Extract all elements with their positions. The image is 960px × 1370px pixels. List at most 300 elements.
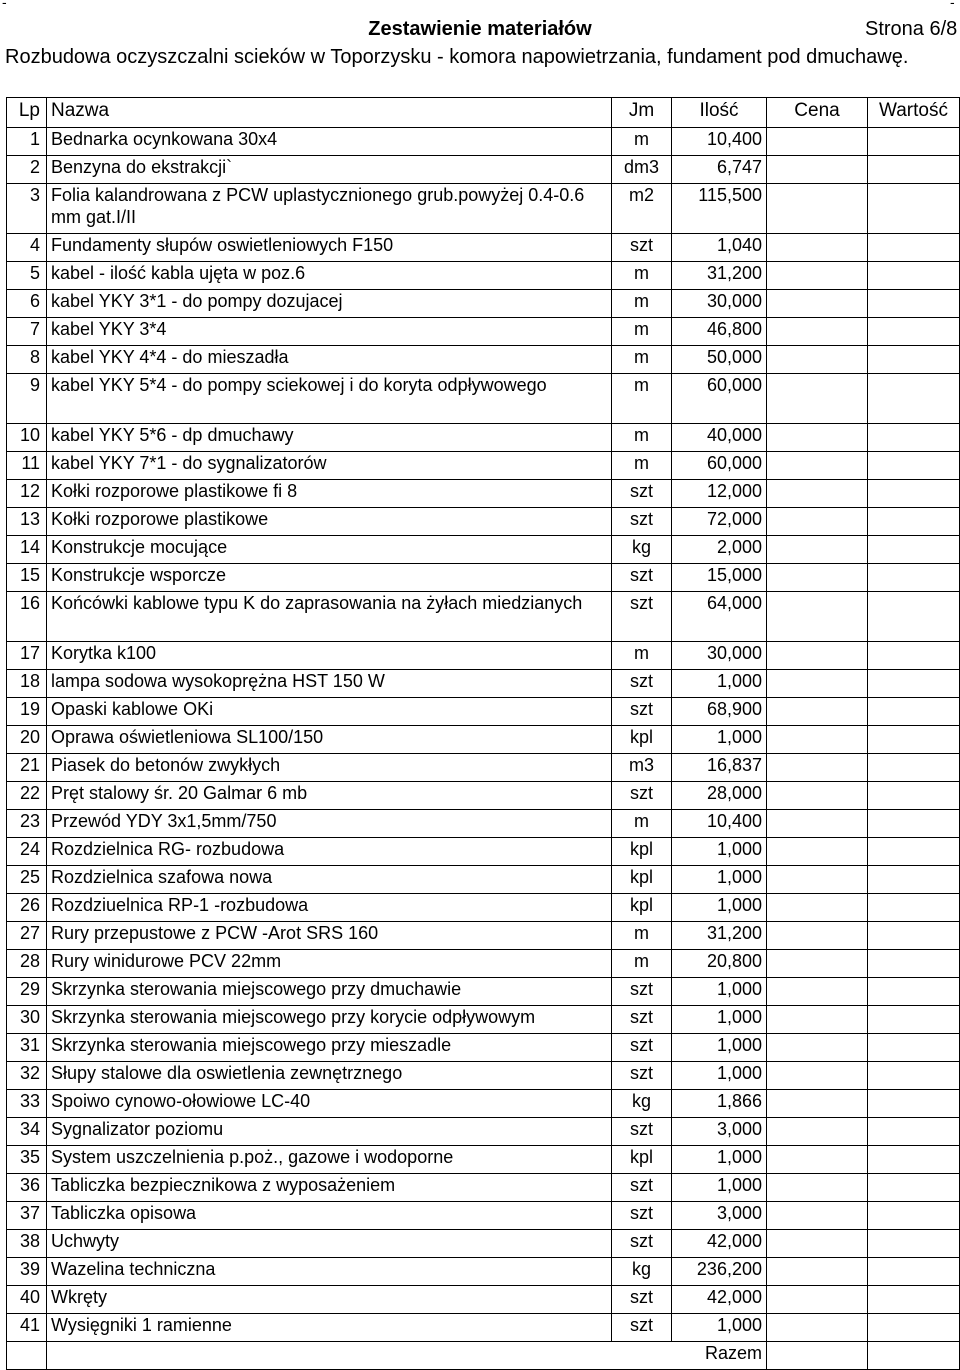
row-lp: 20 <box>7 726 47 754</box>
row-unit: szt <box>612 508 672 536</box>
row-lp: 27 <box>7 922 47 950</box>
row-name: Wazelina techniczna <box>47 1258 612 1286</box>
row-name: kabel - ilość kabla ujęta w poz.6 <box>47 262 612 290</box>
row-quantity: 12,000 <box>672 480 767 508</box>
table-row <box>7 536 960 564</box>
row-lp: 13 <box>7 508 47 536</box>
row-value <box>868 1286 960 1314</box>
row-name: Opaski kablowe OKi <box>47 698 612 726</box>
row-lp: 23 <box>7 810 47 838</box>
table-row <box>7 1118 960 1146</box>
row-price <box>767 1090 868 1118</box>
table-row <box>7 592 960 642</box>
row-value <box>868 1146 960 1174</box>
table-row <box>7 1286 960 1314</box>
row-value <box>868 894 960 922</box>
total-price-cell <box>767 1342 868 1370</box>
header-name: Nazwa <box>47 98 612 128</box>
row-quantity: 30,000 <box>672 642 767 670</box>
row-unit: m <box>612 810 672 838</box>
row-unit: kg <box>612 1090 672 1118</box>
row-unit: szt <box>612 1006 672 1034</box>
page-number: Strona 6/8 <box>865 18 958 40</box>
table-row <box>7 894 960 922</box>
row-name: Wkręty <box>47 1286 612 1314</box>
table-row <box>7 698 960 726</box>
row-quantity: 1,000 <box>672 726 767 754</box>
table-row <box>7 424 960 452</box>
row-unit: m <box>612 262 672 290</box>
row-quantity: 1,000 <box>672 1174 767 1202</box>
row-price <box>767 1202 868 1230</box>
row-unit: kpl <box>612 726 672 754</box>
row-quantity: 1,000 <box>672 1314 767 1342</box>
row-price <box>767 262 868 290</box>
row-unit: szt <box>612 1230 672 1258</box>
row-quantity: 1,000 <box>672 1146 767 1174</box>
table-row <box>7 810 960 838</box>
row-name: Bednarka ocynkowana 30x4 <box>47 128 612 156</box>
row-name: Oprawa oświetleniowa SL100/150 <box>47 726 612 754</box>
row-quantity: 31,200 <box>672 262 767 290</box>
row-quantity: 40,000 <box>672 424 767 452</box>
row-price <box>767 894 868 922</box>
table-row <box>7 346 960 374</box>
materials-table <box>6 97 960 1370</box>
row-price <box>767 1314 868 1342</box>
row-price <box>767 642 868 670</box>
row-name: Skrzynka sterowania miejscowego przy korycie odpływowym <box>47 1006 612 1034</box>
row-value <box>868 592 960 642</box>
row-lp: 30 <box>7 1006 47 1034</box>
row-lp: 6 <box>7 290 47 318</box>
row-lp: 7 <box>7 318 47 346</box>
row-name: Tabliczka opisowa <box>47 1202 612 1230</box>
row-lp: 4 <box>7 234 47 262</box>
row-price <box>767 564 868 592</box>
row-lp: 32 <box>7 1062 47 1090</box>
row-price <box>767 754 868 782</box>
row-name: Kołki rozporowe plastikowe <box>47 508 612 536</box>
row-quantity: 42,000 <box>672 1286 767 1314</box>
table-header-row <box>7 98 960 128</box>
row-lp: 25 <box>7 866 47 894</box>
row-value <box>868 156 960 184</box>
row-quantity: 60,000 <box>672 374 767 424</box>
row-quantity: 50,000 <box>672 346 767 374</box>
row-price <box>767 346 868 374</box>
row-value <box>868 508 960 536</box>
row-quantity: 1,000 <box>672 866 767 894</box>
row-name: Kołki rozporowe plastikowe fi 8 <box>47 480 612 508</box>
row-price <box>767 1258 868 1286</box>
row-value <box>868 782 960 810</box>
row-unit: szt <box>612 1314 672 1342</box>
row-price <box>767 290 868 318</box>
row-value <box>868 1090 960 1118</box>
row-value <box>868 564 960 592</box>
row-value <box>868 184 960 234</box>
table-row <box>7 318 960 346</box>
row-name: Piasek do betonów zwykłych <box>47 754 612 782</box>
row-lp: 16 <box>7 592 47 642</box>
row-lp: 12 <box>7 480 47 508</box>
row-quantity: 6,747 <box>672 156 767 184</box>
row-price <box>767 480 868 508</box>
row-value <box>868 754 960 782</box>
row-value <box>868 670 960 698</box>
row-quantity: 60,000 <box>672 452 767 480</box>
row-lp: 3 <box>7 184 47 234</box>
row-name: kabel YKY 7*1 - do sygnalizatorów <box>47 452 612 480</box>
table-row <box>7 866 960 894</box>
row-quantity: 1,000 <box>672 838 767 866</box>
row-value <box>868 950 960 978</box>
row-price <box>767 592 868 642</box>
row-unit: szt <box>612 480 672 508</box>
row-lp: 5 <box>7 262 47 290</box>
row-price <box>767 866 868 894</box>
row-name: Pręt stalowy śr. 20 Galmar 6 mb <box>47 782 612 810</box>
row-unit: m <box>612 922 672 950</box>
table-row <box>7 754 960 782</box>
row-unit: m <box>612 318 672 346</box>
row-value <box>868 346 960 374</box>
table-row <box>7 1202 960 1230</box>
table-row <box>7 156 960 184</box>
row-price <box>767 424 868 452</box>
row-name: Słupy stalowe dla oswietlenia zewnętrznego <box>47 1062 612 1090</box>
row-value <box>868 1258 960 1286</box>
row-value <box>868 1202 960 1230</box>
table-row <box>7 480 960 508</box>
table-row <box>7 262 960 290</box>
total-value-cell <box>868 1342 960 1370</box>
table-row <box>7 1034 960 1062</box>
row-price <box>767 726 868 754</box>
row-quantity: 68,900 <box>672 698 767 726</box>
row-value <box>868 480 960 508</box>
row-unit: dm3 <box>612 156 672 184</box>
row-unit: szt <box>612 234 672 262</box>
row-price <box>767 156 868 184</box>
row-quantity: 46,800 <box>672 318 767 346</box>
row-value <box>868 536 960 564</box>
row-quantity: 1,000 <box>672 894 767 922</box>
row-value <box>868 1314 960 1342</box>
row-lp: 18 <box>7 670 47 698</box>
row-lp: 39 <box>7 1258 47 1286</box>
row-name: Spoiwo cynowo-ołowiowe LC-40 <box>47 1090 612 1118</box>
row-name: Konstrukcje mocujące <box>47 536 612 564</box>
row-quantity: 3,000 <box>672 1202 767 1230</box>
row-quantity: 15,000 <box>672 564 767 592</box>
row-lp: 37 <box>7 1202 47 1230</box>
row-value <box>868 698 960 726</box>
row-price <box>767 978 868 1006</box>
table-row <box>7 838 960 866</box>
row-unit: szt <box>612 1174 672 1202</box>
corner-mark-left: - <box>2 0 7 10</box>
row-unit: kpl <box>612 866 672 894</box>
row-price <box>767 1062 868 1090</box>
row-quantity: 2,000 <box>672 536 767 564</box>
row-lp: 14 <box>7 536 47 564</box>
row-lp: 34 <box>7 1118 47 1146</box>
row-unit: szt <box>612 782 672 810</box>
row-lp: 19 <box>7 698 47 726</box>
row-lp: 10 <box>7 424 47 452</box>
row-price <box>767 782 868 810</box>
row-name: Sygnalizator poziomu <box>47 1118 612 1146</box>
row-name: Korytka k100 <box>47 642 612 670</box>
document-subtitle: Rozbudowa oczyszczalni scieków w Toporzysku - komora napowietrzania, fundament pod dmuchawę. <box>5 46 909 68</box>
row-quantity: 1,000 <box>672 1006 767 1034</box>
row-unit: szt <box>612 670 672 698</box>
row-price <box>767 698 868 726</box>
row-unit: szt <box>612 1118 672 1146</box>
row-quantity: 115,500 <box>672 184 767 234</box>
header-quantity: Ilość <box>672 98 767 128</box>
row-price <box>767 536 868 564</box>
row-unit: szt <box>612 1062 672 1090</box>
row-quantity: 42,000 <box>672 1230 767 1258</box>
row-lp: 40 <box>7 1286 47 1314</box>
row-unit: kpl <box>612 838 672 866</box>
row-value <box>868 866 960 894</box>
row-unit: m3 <box>612 754 672 782</box>
row-price <box>767 184 868 234</box>
row-name: Przewód YDY 3x1,5mm/750 <box>47 810 612 838</box>
row-name: Rury przepustowe z PCW -Arot SRS 160 <box>47 922 612 950</box>
row-name: Tabliczka bezpiecznikowa z wyposażeniem <box>47 1174 612 1202</box>
row-price <box>767 670 868 698</box>
row-quantity: 10,400 <box>672 810 767 838</box>
row-price <box>767 838 868 866</box>
row-value <box>868 978 960 1006</box>
table-row <box>7 508 960 536</box>
row-price <box>767 128 868 156</box>
row-price <box>767 810 868 838</box>
row-name: Końcówki kablowe typu K do zaprasowania na żyłach miedzianych <box>47 592 612 642</box>
header-value: Wartość <box>868 98 960 128</box>
row-lp: 24 <box>7 838 47 866</box>
row-value <box>868 234 960 262</box>
row-name: System uszczelnienia p.poż., gazowe i wodoporne <box>47 1146 612 1174</box>
table-row <box>7 1090 960 1118</box>
row-name: Rozdzielnica szafowa nowa <box>47 866 612 894</box>
row-name: Rozdzielnica RG- rozbudowa <box>47 838 612 866</box>
row-unit: szt <box>612 564 672 592</box>
row-price <box>767 1146 868 1174</box>
row-price <box>767 950 868 978</box>
row-lp: 31 <box>7 1034 47 1062</box>
row-price <box>767 318 868 346</box>
row-quantity: 1,000 <box>672 1034 767 1062</box>
row-value <box>868 922 960 950</box>
row-value <box>868 318 960 346</box>
header-unit: Jm <box>612 98 672 128</box>
table-row <box>7 670 960 698</box>
row-price <box>767 1230 868 1258</box>
table-row <box>7 452 960 480</box>
row-price <box>767 374 868 424</box>
row-lp: 33 <box>7 1090 47 1118</box>
row-quantity: 236,200 <box>672 1258 767 1286</box>
table-row <box>7 922 960 950</box>
row-value <box>868 424 960 452</box>
row-unit: m <box>612 950 672 978</box>
row-quantity: 20,800 <box>672 950 767 978</box>
row-price <box>767 1286 868 1314</box>
row-unit: szt <box>612 978 672 1006</box>
row-lp: 2 <box>7 156 47 184</box>
row-lp: 9 <box>7 374 47 424</box>
row-value <box>868 838 960 866</box>
row-unit: m <box>612 128 672 156</box>
table-row <box>7 128 960 156</box>
row-unit: m <box>612 452 672 480</box>
row-unit: szt <box>612 592 672 642</box>
row-quantity: 10,400 <box>672 128 767 156</box>
table-row <box>7 374 960 424</box>
table-row <box>7 1258 960 1286</box>
row-name: kabel YKY 4*4 - do mieszadła <box>47 346 612 374</box>
table-body <box>7 128 960 1342</box>
row-value <box>868 1174 960 1202</box>
row-unit: m <box>612 424 672 452</box>
row-unit: m <box>612 346 672 374</box>
row-unit: kpl <box>612 894 672 922</box>
row-quantity: 1,040 <box>672 234 767 262</box>
table-row <box>7 290 960 318</box>
row-name: Benzyna do ekstrakcji` <box>47 156 612 184</box>
row-unit: szt <box>612 1202 672 1230</box>
total-row <box>7 1342 960 1370</box>
table-row <box>7 564 960 592</box>
table-row <box>7 1314 960 1342</box>
row-price <box>767 508 868 536</box>
total-label: Razem <box>47 1342 767 1370</box>
table-row <box>7 950 960 978</box>
row-unit: szt <box>612 698 672 726</box>
table-row <box>7 234 960 262</box>
row-quantity: 31,200 <box>672 922 767 950</box>
row-name: Skrzynka sterowania miejscowego przy dmuchawie <box>47 978 612 1006</box>
header-lp: Lp <box>7 98 47 128</box>
row-unit: szt <box>612 1034 672 1062</box>
row-value <box>868 642 960 670</box>
row-quantity: 30,000 <box>672 290 767 318</box>
table-row <box>7 782 960 810</box>
total-lp-cell <box>7 1342 47 1370</box>
row-lp: 28 <box>7 950 47 978</box>
row-price <box>767 1118 868 1146</box>
header-price: Cena <box>767 98 868 128</box>
row-lp: 26 <box>7 894 47 922</box>
table-row <box>7 1230 960 1258</box>
row-price <box>767 1034 868 1062</box>
table-row <box>7 1062 960 1090</box>
row-lp: 17 <box>7 642 47 670</box>
row-value <box>868 1006 960 1034</box>
row-name: Rozdziuelnica RP-1 -rozbudowa <box>47 894 612 922</box>
row-price <box>767 234 868 262</box>
row-value <box>868 1230 960 1258</box>
row-lp: 15 <box>7 564 47 592</box>
row-quantity: 72,000 <box>672 508 767 536</box>
row-lp: 38 <box>7 1230 47 1258</box>
row-value <box>868 374 960 424</box>
row-name: kabel YKY 5*4 - do pompy sciekowej i do koryta odpływowego <box>47 374 612 424</box>
row-name: kabel YKY 5*6 - dp dmuchawy <box>47 424 612 452</box>
row-quantity: 3,000 <box>672 1118 767 1146</box>
row-name: lampa sodowa wysokoprężna HST 150 W <box>47 670 612 698</box>
row-quantity: 1,000 <box>672 670 767 698</box>
row-name: kabel YKY 3*4 <box>47 318 612 346</box>
corner-mark-right: - <box>950 0 955 10</box>
row-lp: 11 <box>7 452 47 480</box>
row-unit: m <box>612 642 672 670</box>
row-quantity: 1,000 <box>672 1062 767 1090</box>
row-name: kabel YKY 3*1 - do pompy dozujacej <box>47 290 612 318</box>
table-row <box>7 978 960 1006</box>
row-unit: m <box>612 290 672 318</box>
row-value <box>868 810 960 838</box>
row-name: Konstrukcje wsporcze <box>47 564 612 592</box>
row-value <box>868 262 960 290</box>
row-lp: 21 <box>7 754 47 782</box>
row-unit: m2 <box>612 184 672 234</box>
row-name: Wysięgniki 1 ramienne <box>47 1314 612 1342</box>
row-unit: szt <box>612 1286 672 1314</box>
row-value <box>868 1118 960 1146</box>
row-value <box>868 726 960 754</box>
row-value <box>868 290 960 318</box>
row-quantity: 16,837 <box>672 754 767 782</box>
row-lp: 8 <box>7 346 47 374</box>
row-lp: 22 <box>7 782 47 810</box>
row-lp: 36 <box>7 1174 47 1202</box>
document-title: Zestawienie materiałów <box>368 18 592 40</box>
row-name: Folia kalandrowana z PCW uplastycznionego grub.powyżej 0.4-0.6 mm gat.I/II <box>47 184 612 234</box>
row-value <box>868 1062 960 1090</box>
table-row <box>7 1174 960 1202</box>
row-value <box>868 128 960 156</box>
row-unit: m <box>612 374 672 424</box>
table-row <box>7 1146 960 1174</box>
row-lp: 1 <box>7 128 47 156</box>
row-value <box>868 452 960 480</box>
row-price <box>767 1006 868 1034</box>
row-quantity: 1,866 <box>672 1090 767 1118</box>
row-unit: kpl <box>612 1146 672 1174</box>
row-name: Uchwyty <box>47 1230 612 1258</box>
row-quantity: 1,000 <box>672 978 767 1006</box>
row-lp: 29 <box>7 978 47 1006</box>
row-quantity: 28,000 <box>672 782 767 810</box>
table-row <box>7 1006 960 1034</box>
row-name: Rury winidurowe PCV 22mm <box>47 950 612 978</box>
table-row <box>7 642 960 670</box>
row-lp: 41 <box>7 1314 47 1342</box>
row-name: Fundamenty słupów oswietleniowych F150 <box>47 234 612 262</box>
table-row <box>7 726 960 754</box>
row-quantity: 64,000 <box>672 592 767 642</box>
row-price <box>767 922 868 950</box>
row-value <box>868 1034 960 1062</box>
table-row <box>7 184 960 234</box>
